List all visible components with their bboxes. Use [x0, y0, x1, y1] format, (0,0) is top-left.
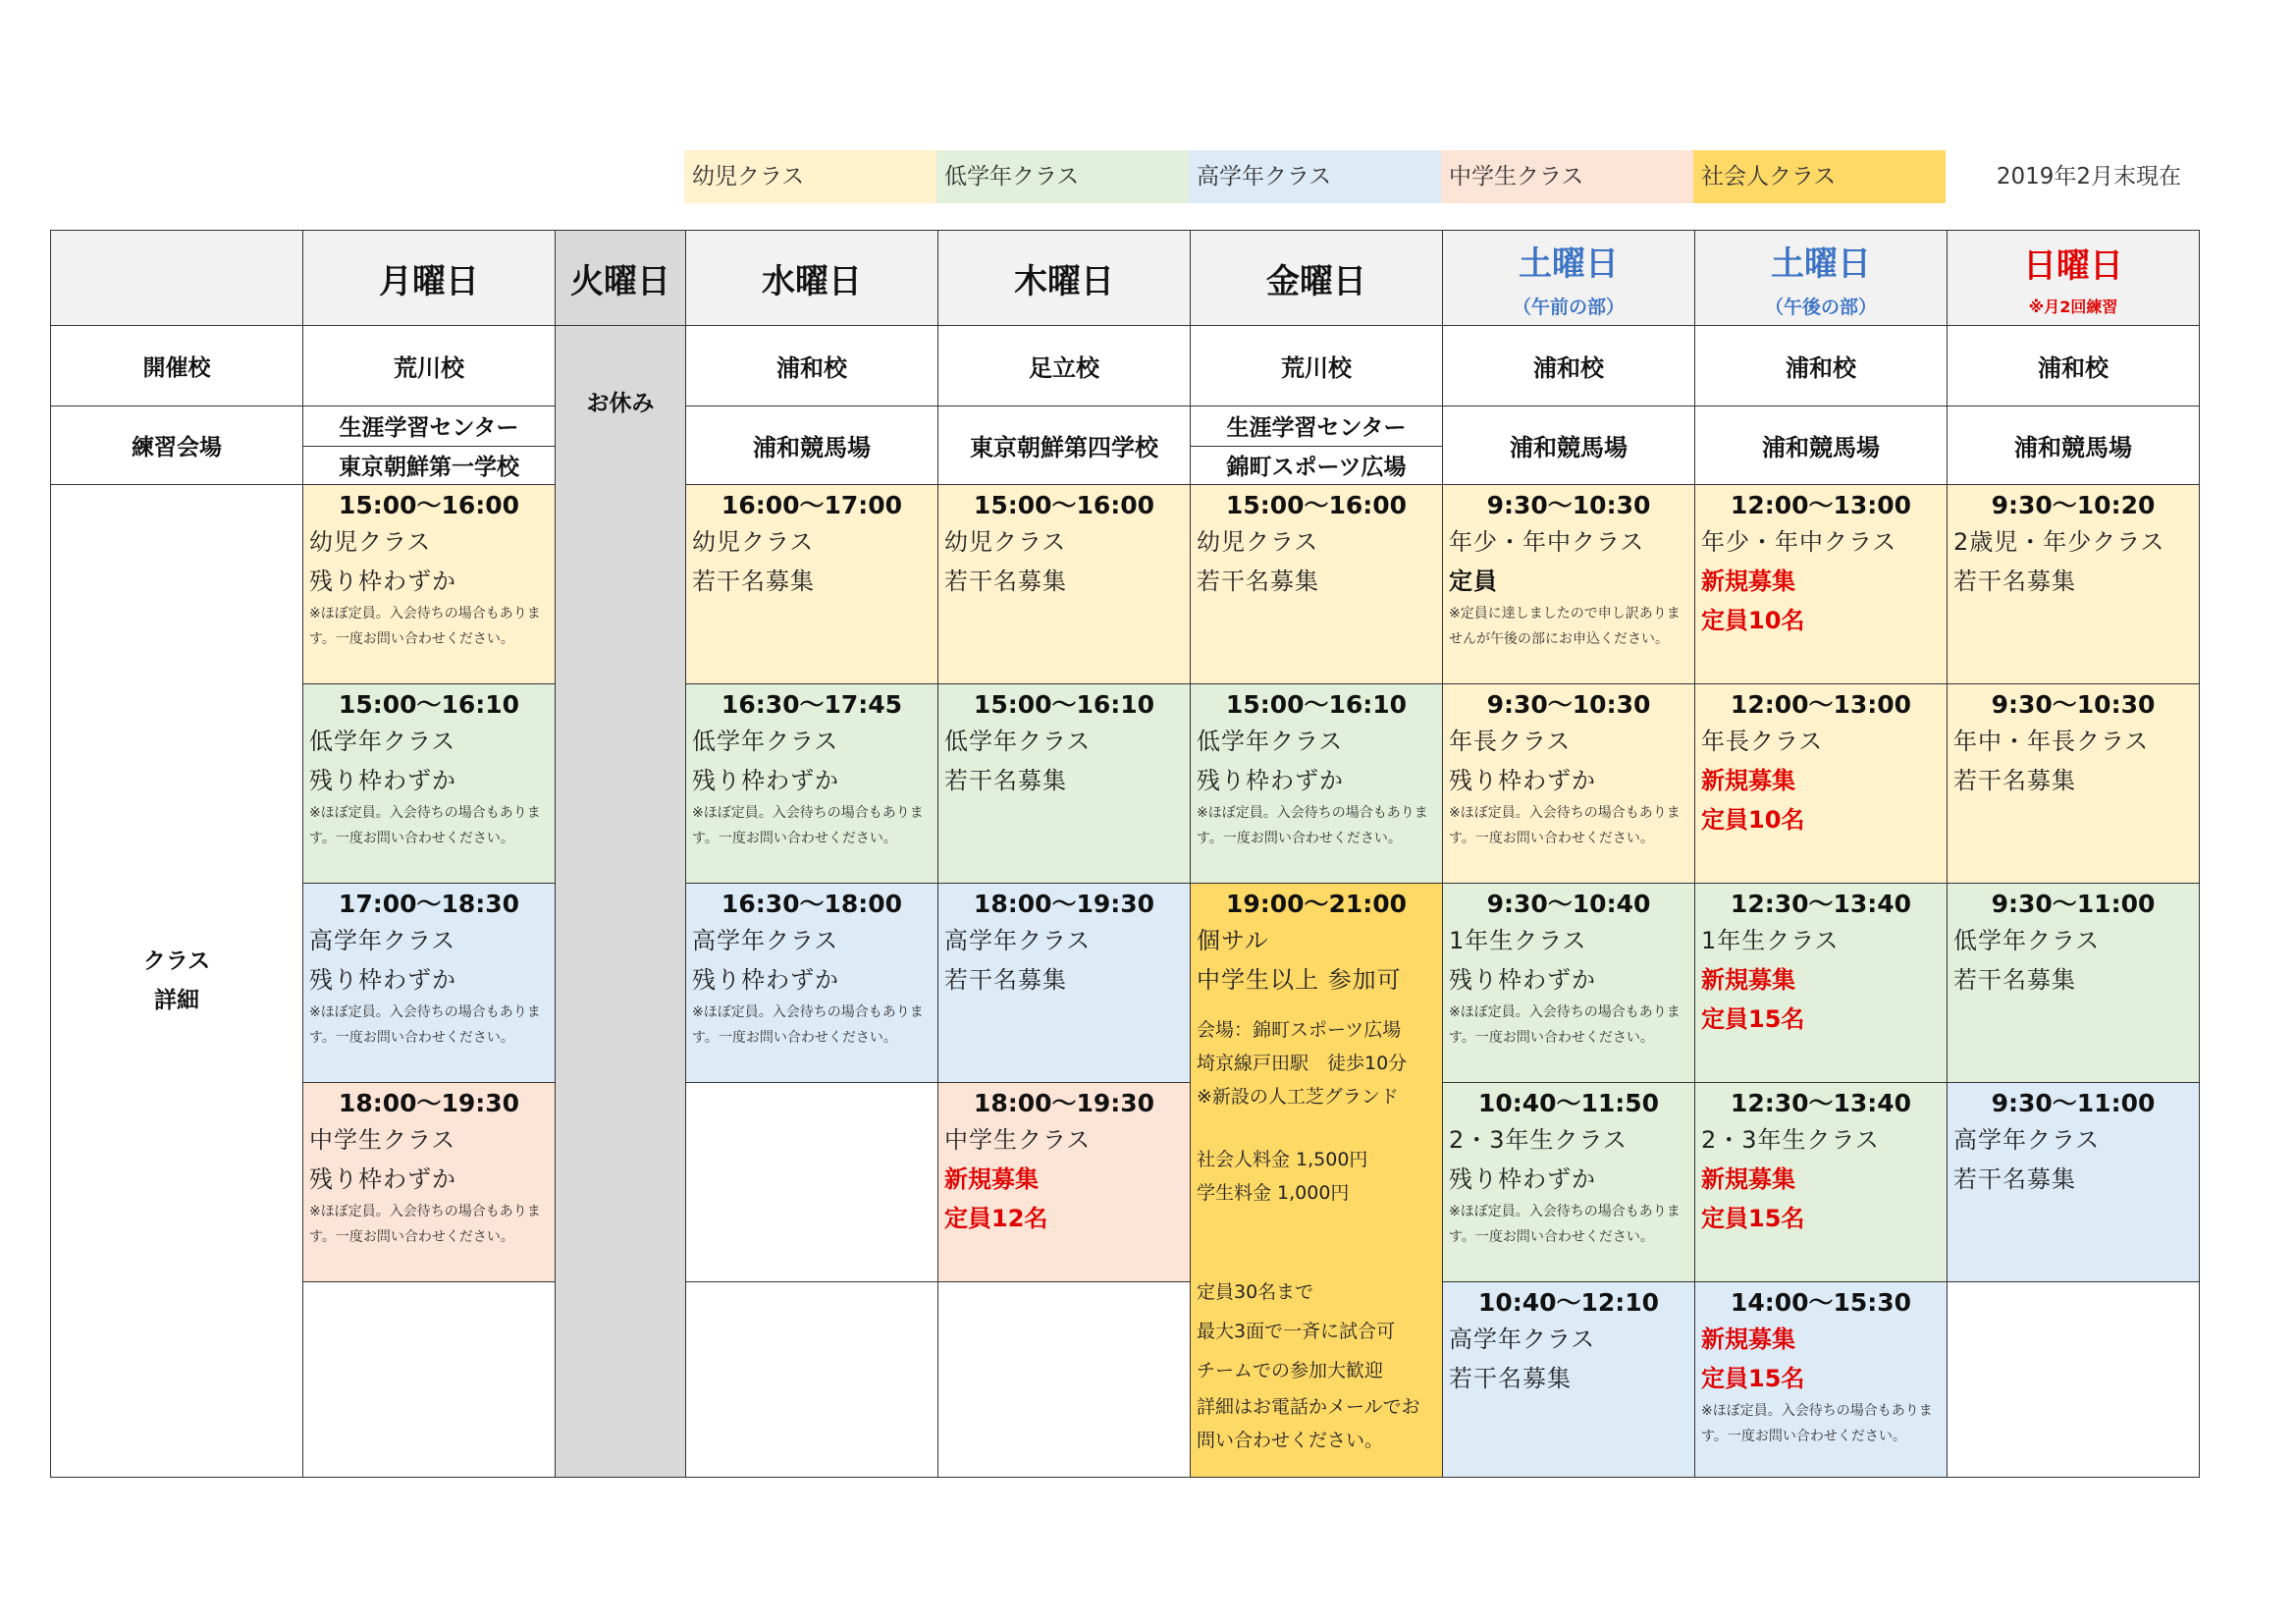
school-monday: 荒川校 [302, 325, 556, 406]
slot-note: ※ほぼ定員。入会待ちの場合もあります。一度お問い合わせください。 [1701, 1403, 1933, 1444]
slot-status: 残り枠わずか [309, 966, 456, 994]
slot-class: 1年生クラス [1701, 927, 1840, 954]
slot-sunday-2 [1947, 683, 2200, 884]
slot-time: 9:30〜10:20 [1991, 491, 2156, 519]
school-thursday: 足立校 [937, 325, 1191, 406]
futsal-ground: ※新設の人工芝グランド [1197, 1086, 1399, 1108]
slot-class: 低学年クラス [692, 728, 839, 755]
slot-saturday-pm-5 [1694, 1281, 1948, 1478]
slot-status: 新規募集 [1701, 1165, 1795, 1193]
slot-status: 若干名募集 [1953, 767, 2076, 794]
slot-time: 9:30〜10:30 [1991, 690, 2156, 719]
slot-capacity: 定員15名 [1701, 1365, 1805, 1392]
slot-time: 10:40〜12:10 [1477, 1288, 1660, 1317]
day-label: 土曜日 [1771, 244, 1871, 284]
day-label: 木曜日 [1014, 261, 1114, 301]
slot-class: 年中・年長クラス [1953, 728, 2150, 755]
slot-status: 若干名募集 [944, 767, 1067, 794]
slot-note: ※ほぼ定員。入会待ちの場合もあります。一度お問い合わせください。 [1449, 1204, 1681, 1245]
slot-thursday-1 [937, 484, 1191, 684]
slot-monday-3 [302, 883, 556, 1083]
slot-status: 残り枠わずか [309, 767, 456, 794]
legend-lower-grade: 低学年クラス [936, 150, 1189, 203]
slot-time: 9:30〜11:00 [1991, 890, 2156, 918]
slot-saturday-am-1 [1442, 484, 1695, 684]
slot-capacity: 定員10名 [1701, 806, 1805, 834]
school-saturday-afternoon: 浦和校 [1694, 325, 1948, 406]
day-label: 水曜日 [762, 261, 862, 301]
slot-saturday-am-5 [1442, 1281, 1695, 1478]
slot-status: 残り枠わずか [1449, 767, 1596, 794]
slot-status: 若干名募集 [944, 568, 1067, 595]
header-monday [302, 230, 556, 326]
row-label-venue [50, 406, 303, 485]
venue-wednesday: 浦和競馬場 [685, 406, 938, 485]
slot-capacity: 定員15名 [1701, 1205, 1805, 1232]
day-label: 土曜日 [1519, 244, 1619, 284]
day-label: 月曜日 [379, 261, 479, 301]
slot-wednesday-4-empty [685, 1082, 938, 1282]
slot-time: 18:00〜19:30 [338, 1089, 520, 1117]
slot-time: 16:00〜17:00 [721, 491, 903, 519]
slot-note: ※ほぼ定員。入会待ちの場合もあります。一度お問い合わせください。 [1449, 805, 1681, 846]
slot-sunday-4 [1947, 1082, 2200, 1282]
slot-saturday-pm-1 [1694, 484, 1948, 684]
class-color-legend [684, 150, 1946, 203]
row-label-text: クラス [142, 948, 211, 974]
slot-status: 若干名募集 [944, 966, 1067, 994]
slot-time: 15:00〜16:00 [973, 491, 1155, 519]
venue-saturday-morning: 浦和競馬場 [1442, 406, 1695, 485]
slot-class: 低学年クラス [1197, 728, 1344, 755]
day-sublabel: （午前の部） [1512, 297, 1625, 318]
slot-class: 低学年クラス [1953, 927, 2101, 954]
slot-time: 9:30〜11:00 [1991, 1089, 2156, 1117]
slot-status: 若干名募集 [1197, 568, 1319, 595]
slot-thursday-3 [937, 883, 1191, 1083]
legend-upper-grade: 高学年クラス [1189, 150, 1441, 203]
slot-note: ※ほぼ定員。入会待ちの場合もあります。一度お問い合わせください。 [692, 1004, 924, 1046]
slot-saturday-pm-2 [1694, 683, 1948, 884]
slot-monday-5-empty [302, 1281, 556, 1478]
row-label-text: 開催校 [142, 355, 211, 381]
slot-capacity: 定員15名 [1701, 1005, 1805, 1033]
slot-status: 残り枠わずか [692, 767, 839, 794]
futsal-teams: チームでの参加大歓迎 [1197, 1360, 1384, 1381]
slot-friday-2 [1190, 683, 1443, 884]
slot-status: 新規募集 [944, 1165, 1039, 1193]
slot-eligibility: 中学生以上 参加可 [1197, 966, 1402, 994]
slot-friday-1 [1190, 484, 1443, 684]
slot-status: 新規募集 [1701, 1326, 1795, 1353]
header-tuesday [555, 230, 686, 326]
venue-secondary: 東京朝鮮第一学校 [339, 454, 519, 480]
slot-class: 幼児クラス [1197, 528, 1319, 556]
slot-saturday-am-4 [1442, 1082, 1695, 1282]
slot-class: 個サル [1197, 927, 1269, 954]
slot-class: 低学年クラス [309, 728, 456, 755]
slot-sunday-1 [1947, 484, 2200, 684]
slot-time: 9:30〜10:40 [1486, 890, 1651, 918]
slot-status: 若干名募集 [1953, 1165, 2076, 1193]
slot-wednesday-5-empty [685, 1281, 938, 1478]
slot-sunday-3 [1947, 883, 2200, 1083]
tuesday-closed-column [555, 325, 686, 1478]
as-of-date: 2019年2月末現在 [1996, 164, 2181, 189]
venue-monday [302, 406, 556, 485]
slot-time: 12:00〜13:00 [1730, 491, 1912, 519]
slot-monday-1 [302, 484, 556, 684]
futsal-contact-2: 問い合わせください。 [1197, 1430, 1384, 1451]
slot-time: 15:00〜16:00 [338, 491, 520, 519]
slot-class: 高学年クラス [309, 927, 456, 954]
row-label-school [50, 325, 303, 406]
closed-label: お休み [586, 391, 655, 416]
slot-friday-futsal [1190, 883, 1443, 1478]
slot-class: 2歳児・年少クラス [1953, 528, 2165, 556]
slot-thursday-2 [937, 683, 1191, 884]
futsal-contact-1: 詳細はお電話かメールでお [1197, 1396, 1420, 1418]
futsal-capacity: 定員30名まで [1197, 1281, 1314, 1303]
slot-note: ※ほぼ定員。入会待ちの場合もあります。一度お問い合わせください。 [1197, 805, 1428, 846]
venue-friday [1190, 406, 1443, 485]
futsal-venue: 会場：錦町スポーツ広場 [1197, 1019, 1402, 1041]
slot-class: 幼児クラス [944, 528, 1067, 556]
slot-status: 新規募集 [1701, 966, 1795, 994]
futsal-access: 埼京線戸田駅 徒歩10分 [1197, 1053, 1408, 1074]
futsal-fee-adult: 社会人料金 1,500円 [1197, 1149, 1368, 1170]
schedule-table [50, 230, 2200, 1478]
row-label-text: 詳細 [154, 988, 199, 1013]
venue-saturday-afternoon: 浦和競馬場 [1694, 406, 1948, 485]
slot-class: 幼児クラス [692, 528, 815, 556]
slot-status: 若干名募集 [1953, 966, 2076, 994]
slot-time: 14:00〜15:30 [1730, 1288, 1912, 1317]
slot-class: 年少・年中クラス [1701, 528, 1897, 556]
slot-note: ※定員に達しましたので申し訳ありませんが午後の部にお申込ください。 [1449, 606, 1681, 647]
slot-status: 新規募集 [1701, 568, 1795, 595]
slot-class: 低学年クラス [944, 728, 1092, 755]
slot-time: 18:00〜19:30 [973, 1089, 1155, 1117]
slot-status: 残り枠わずか [692, 966, 839, 994]
slot-note: ※ほぼ定員。入会待ちの場合もあります。一度お問い合わせください。 [1449, 1004, 1681, 1046]
slot-wednesday-2 [685, 683, 938, 884]
slot-class: 幼児クラス [309, 528, 432, 556]
legend-junior-high: 中学生クラス [1441, 150, 1693, 203]
slot-time: 18:00〜19:30 [973, 890, 1155, 918]
header-friday [1190, 230, 1443, 326]
slot-status: 残り枠わずか [1197, 767, 1344, 794]
row-label-class-detail [50, 484, 303, 1478]
futsal-courts: 最大3面で一斉に試合可 [1197, 1321, 1396, 1342]
venue-secondary: 錦町スポーツ広場 [1226, 454, 1407, 480]
slot-monday-4 [302, 1082, 556, 1282]
slot-time: 15:00〜16:10 [973, 690, 1155, 719]
slot-time: 10:40〜11:50 [1477, 1089, 1660, 1117]
slot-class: 高学年クラス [692, 927, 839, 954]
day-label: 日曜日 [2023, 246, 2123, 286]
school-sunday: 浦和校 [1947, 325, 2200, 406]
slot-time: 12:30〜13:40 [1730, 1089, 1912, 1117]
row-label-text: 練習会場 [132, 435, 222, 460]
slot-note: ※ほぼ定員。入会待ちの場合もあります。一度お問い合わせください。 [309, 606, 541, 647]
slot-saturday-am-2 [1442, 683, 1695, 884]
slot-saturday-pm-4 [1694, 1082, 1948, 1282]
slot-time: 9:30〜10:30 [1486, 690, 1651, 719]
slot-class: 高学年クラス [1953, 1126, 2101, 1154]
header-saturday-morning [1442, 230, 1695, 326]
slot-class: 高学年クラス [1449, 1326, 1596, 1353]
slot-capacity: 定員10名 [1701, 607, 1805, 634]
slot-time: 9:30〜10:30 [1486, 491, 1651, 519]
venue-thursday: 東京朝鮮第四学校 [937, 406, 1191, 485]
slot-class: 年長クラス [1701, 728, 1824, 755]
slot-status: 残り枠わずか [1449, 966, 1596, 994]
slot-class: 2・3年生クラス [1449, 1126, 1628, 1154]
slot-time: 12:00〜13:00 [1730, 690, 1912, 719]
slot-class: 年少・年中クラス [1449, 528, 1645, 556]
slot-status: 残り枠わずか [309, 1165, 456, 1193]
slot-time: 16:30〜17:45 [721, 690, 903, 719]
school-friday: 荒川校 [1190, 325, 1443, 406]
header-thursday [937, 230, 1191, 326]
slot-capacity: 定員12名 [944, 1205, 1048, 1232]
header-wednesday [685, 230, 938, 326]
slot-wednesday-1 [685, 484, 938, 684]
slot-time: 19:00〜21:00 [1225, 890, 1408, 918]
corner-cell [50, 230, 303, 326]
slot-status: 若干名募集 [1953, 568, 2076, 595]
slot-time: 15:00〜16:00 [1225, 491, 1408, 519]
slot-status: 新規募集 [1701, 767, 1795, 794]
header-saturday-afternoon [1694, 230, 1948, 326]
venue-sunday: 浦和競馬場 [1947, 406, 2200, 485]
slot-class: 中学生クラス [944, 1126, 1092, 1154]
slot-time: 15:00〜16:10 [338, 690, 520, 719]
slot-note: ※ほぼ定員。入会待ちの場合もあります。一度お問い合わせください。 [309, 1004, 541, 1046]
slot-class: 中学生クラス [309, 1126, 456, 1154]
day-sublabel: （午後の部） [1764, 297, 1877, 318]
day-sublabel: ※月2回練習 [2028, 298, 2118, 316]
slot-status: 若干名募集 [692, 568, 815, 595]
legend-infant: 幼児クラス [684, 150, 936, 203]
slot-note: ※ほぼ定員。入会待ちの場合もあります。一度お問い合わせください。 [309, 805, 541, 846]
legend-adult: 社会人クラス [1693, 150, 1946, 203]
slot-time: 15:00〜16:10 [1225, 690, 1408, 719]
day-label: 火曜日 [570, 261, 670, 301]
slot-wednesday-3 [685, 883, 938, 1083]
slot-class: 高学年クラス [944, 927, 1092, 954]
slot-time: 16:30〜18:00 [721, 890, 903, 918]
school-wednesday: 浦和校 [685, 325, 938, 406]
slot-thursday-5-empty [937, 1281, 1191, 1478]
slot-class: 2・3年生クラス [1701, 1126, 1880, 1154]
slot-time: 12:30〜13:40 [1730, 890, 1912, 918]
slot-status: 定員 [1449, 568, 1498, 595]
slot-status: 残り枠わずか [309, 568, 456, 595]
slot-sunday-5-empty [1947, 1281, 2200, 1478]
slot-saturday-am-3 [1442, 883, 1695, 1083]
slot-note: ※ほぼ定員。入会待ちの場合もあります。一度お問い合わせください。 [309, 1204, 541, 1245]
slot-thursday-4 [937, 1082, 1191, 1282]
slot-time: 17:00〜18:30 [338, 890, 520, 918]
day-label: 金曜日 [1266, 261, 1366, 301]
futsal-fee-student: 学生料金 1,000円 [1197, 1182, 1350, 1204]
header-sunday [1947, 230, 2200, 326]
slot-class: 年長クラス [1449, 728, 1572, 755]
slot-status: 若干名募集 [1449, 1365, 1572, 1392]
slot-status: 残り枠わずか [1449, 1165, 1596, 1193]
school-saturday-morning: 浦和校 [1442, 325, 1695, 406]
slot-note: ※ほぼ定員。入会待ちの場合もあります。一度お問い合わせください。 [692, 805, 924, 846]
venue-primary: 生涯学習センター [1191, 406, 1442, 447]
slot-class: 1年生クラス [1449, 927, 1587, 954]
venue-primary: 生涯学習センター [303, 406, 555, 447]
slot-saturday-pm-3 [1694, 883, 1948, 1083]
slot-monday-2 [302, 683, 556, 884]
